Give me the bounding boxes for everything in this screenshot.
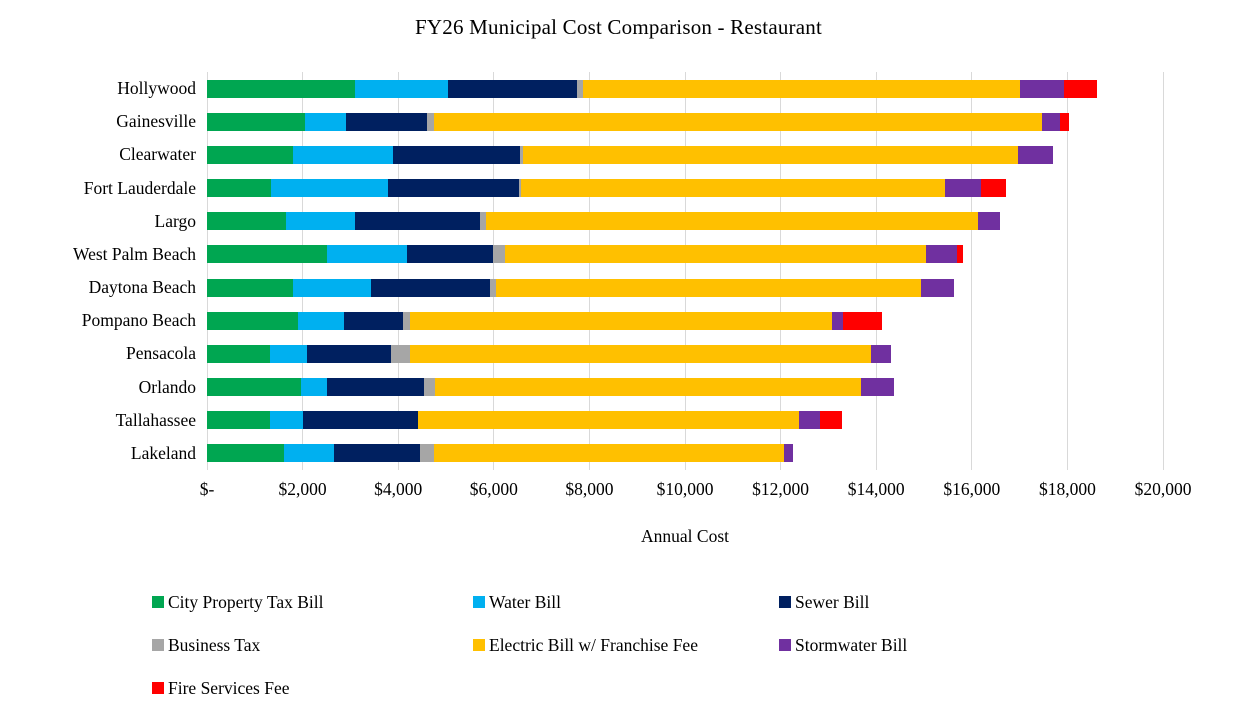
x-tick-label: $6,000 [469, 479, 518, 499]
bar-segment-sewer-bill[interactable] [407, 245, 493, 263]
chart-title: FY26 Municipal Cost Comparison - Restaurant [415, 15, 822, 39]
bar-segment-sewer-bill[interactable] [334, 444, 420, 462]
bar-segment-business-tax[interactable] [391, 345, 409, 363]
bar-segment-water-bill[interactable] [284, 444, 334, 462]
stacked-bar [207, 212, 1163, 230]
category-label: Orlando [138, 376, 196, 397]
x-tick-label: $12,000 [752, 479, 810, 499]
legend-item-stormwater-bill[interactable] [779, 633, 907, 657]
bar-segment-water-bill[interactable] [293, 146, 393, 164]
bar-segment-stormwater-bill[interactable] [926, 245, 958, 263]
x-tick-label: $10,000 [656, 479, 714, 499]
x-tick-label: $18,000 [1038, 479, 1096, 499]
bar-row [207, 404, 1163, 437]
bar-segment-electric-bill-w-franchise-fee[interactable] [418, 411, 799, 429]
bar-segment-city-property-tax-bill[interactable] [207, 245, 327, 263]
stacked-bar [207, 146, 1163, 164]
bar-segment-city-property-tax-bill[interactable] [207, 212, 286, 230]
legend-item-sewer-bill[interactable] [779, 590, 907, 614]
bar-segment-fire-services-fee[interactable] [981, 179, 1006, 197]
bar-segment-electric-bill-w-franchise-fee[interactable] [521, 179, 945, 197]
bar-segment-city-property-tax-bill[interactable] [207, 179, 271, 197]
bar-row [207, 172, 1163, 205]
x-tick-label: $- [199, 479, 215, 499]
x-axis-title: Annual Cost [641, 526, 729, 546]
category-label: Tallahassee [115, 409, 196, 430]
legend-label: Business Tax [168, 634, 261, 655]
legend-swatch-icon [152, 596, 164, 608]
bar-segment-electric-bill-w-franchise-fee[interactable] [434, 444, 784, 462]
bar-segment-city-property-tax-bill[interactable] [207, 80, 355, 98]
stacked-bar [207, 245, 1163, 263]
bar-row [207, 138, 1163, 171]
bar-segment-business-tax[interactable] [493, 245, 505, 263]
stacked-bar [207, 411, 1163, 429]
category-label: West Palm Beach [72, 243, 196, 264]
bar-segment-water-bill[interactable] [270, 345, 308, 363]
bar-segment-sewer-bill[interactable] [388, 179, 518, 197]
bar-segment-water-bill[interactable] [286, 212, 355, 230]
legend-swatch-icon [473, 639, 485, 651]
bar-row [207, 205, 1163, 238]
bar-segment-stormwater-bill[interactable] [945, 179, 981, 197]
legend-label: City Property Tax Bill [168, 591, 324, 612]
category-label: Pompano Beach [81, 310, 196, 331]
category-label: Gainesville [116, 111, 196, 132]
bar-row [207, 72, 1163, 105]
bar-segment-stormwater-bill[interactable] [978, 212, 1000, 230]
x-tick-label: $2,000 [278, 479, 327, 499]
bar-row [207, 105, 1163, 138]
bar-segment-water-bill[interactable] [298, 312, 344, 330]
legend-swatch-icon [152, 639, 164, 651]
bar-segment-stormwater-bill[interactable] [784, 444, 792, 462]
x-tick-label: $14,000 [847, 479, 905, 499]
bar-segment-stormwater-bill[interactable] [1020, 80, 1064, 98]
stacked-bar [207, 179, 1163, 197]
stacked-bar [207, 80, 1163, 98]
bar-segment-electric-bill-w-franchise-fee[interactable] [410, 312, 832, 330]
bar-segment-electric-bill-w-franchise-fee[interactable] [435, 378, 861, 396]
legend-item-city-property-tax-bill[interactable] [152, 590, 473, 614]
bar-segment-sewer-bill[interactable] [344, 312, 403, 330]
stacked-bar [207, 113, 1163, 131]
bar-rows [207, 72, 1163, 470]
legend-item-electric-bill-w-franchise-fee[interactable] [473, 633, 779, 657]
x-tick-label: $4,000 [374, 479, 423, 499]
bar-segment-business-tax[interactable] [420, 444, 434, 462]
bar-segment-electric-bill-w-franchise-fee[interactable] [496, 279, 920, 297]
bar-segment-city-property-tax-bill[interactable] [207, 113, 305, 131]
stacked-bar [207, 378, 1163, 396]
bar-segment-water-bill[interactable] [327, 245, 407, 263]
bar-segment-business-tax[interactable] [424, 378, 435, 396]
bar-segment-city-property-tax-bill[interactable] [207, 312, 298, 330]
category-label: Pensacola [126, 343, 196, 364]
bar-segment-sewer-bill[interactable] [346, 113, 427, 131]
bar-row [207, 371, 1163, 404]
bar-segment-stormwater-bill[interactable] [921, 279, 954, 297]
bar-row [207, 337, 1163, 370]
legend-swatch-icon [779, 639, 791, 651]
stacked-bar [207, 279, 1163, 297]
stacked-bar [207, 345, 1163, 363]
legend-label: Water Bill [489, 591, 561, 612]
legend [152, 590, 907, 700]
bar-segment-stormwater-bill[interactable] [1018, 146, 1053, 164]
legend-swatch-icon [152, 682, 164, 694]
legend-item-water-bill[interactable] [473, 590, 779, 614]
bar-segment-electric-bill-w-franchise-fee[interactable] [523, 146, 1018, 164]
bar-segment-business-tax[interactable] [403, 312, 410, 330]
legend-label: Sewer Bill [795, 591, 870, 612]
x-tick-label: $8,000 [565, 479, 614, 499]
bar-segment-city-property-tax-bill[interactable] [207, 279, 293, 297]
category-label: Fort Lauderdale [83, 177, 196, 198]
bar-row [207, 437, 1163, 470]
bar-segment-sewer-bill[interactable] [327, 378, 424, 396]
bar-segment-water-bill[interactable] [293, 279, 371, 297]
bar-segment-fire-services-fee[interactable] [1064, 80, 1097, 98]
stacked-bar [207, 444, 1163, 462]
bar-segment-stormwater-bill[interactable] [1042, 113, 1060, 131]
category-label: Lakeland [130, 442, 196, 463]
bar-segment-sewer-bill[interactable] [393, 146, 520, 164]
bar-segment-sewer-bill[interactable] [303, 411, 419, 429]
bar-segment-electric-bill-w-franchise-fee[interactable] [486, 212, 979, 230]
bar-segment-water-bill[interactable] [270, 411, 303, 429]
legend-item-fire-services-fee[interactable] [152, 676, 473, 700]
category-label: Largo [154, 210, 196, 231]
bar-segment-electric-bill-w-franchise-fee[interactable] [434, 113, 1042, 131]
category-label: Daytona Beach [88, 277, 196, 298]
bar-segment-business-tax[interactable] [427, 113, 434, 131]
bar-segment-stormwater-bill[interactable] [799, 411, 820, 429]
bar-row [207, 304, 1163, 337]
bar-segment-electric-bill-w-franchise-fee[interactable] [505, 245, 926, 263]
bar-segment-sewer-bill[interactable] [355, 212, 480, 230]
bar-segment-water-bill[interactable] [355, 80, 448, 98]
bar-row [207, 271, 1163, 304]
bar-segment-water-bill[interactable] [305, 113, 346, 131]
stacked-bar [207, 312, 1163, 330]
bar-segment-fire-services-fee[interactable] [957, 245, 962, 263]
bar-segment-electric-bill-w-franchise-fee[interactable] [583, 80, 1019, 98]
legend-label: Stormwater Bill [795, 634, 908, 655]
legend-swatch-icon [473, 596, 485, 608]
bar-segment-fire-services-fee[interactable] [820, 411, 842, 429]
bar-segment-sewer-bill[interactable] [448, 80, 577, 98]
plot-area [207, 72, 1163, 470]
bar-segment-water-bill[interactable] [301, 378, 327, 396]
bar-segment-stormwater-bill[interactable] [832, 312, 843, 330]
legend-swatch-icon [779, 596, 791, 608]
bar-segment-city-property-tax-bill[interactable] [207, 345, 270, 363]
x-tick-label: $16,000 [943, 479, 1001, 499]
bar-row [207, 238, 1163, 271]
bar-segment-fire-services-fee[interactable] [843, 312, 882, 330]
legend-label: Electric Bill w/ Franchise Fee [489, 634, 698, 655]
x-tick-label: $20,000 [1134, 479, 1192, 499]
bar-segment-sewer-bill[interactable] [371, 279, 490, 297]
bar-segment-stormwater-bill[interactable] [861, 378, 894, 396]
category-label: Hollywood [117, 78, 196, 99]
bar-segment-sewer-bill[interactable] [307, 345, 391, 363]
bar-segment-city-property-tax-bill[interactable] [207, 146, 293, 164]
bar-segment-city-property-tax-bill[interactable] [207, 378, 301, 396]
bar-segment-city-property-tax-bill[interactable] [207, 444, 284, 462]
bar-segment-stormwater-bill[interactable] [871, 345, 891, 363]
bar-segment-fire-services-fee[interactable] [1060, 113, 1069, 131]
bar-segment-electric-bill-w-franchise-fee[interactable] [410, 345, 871, 363]
category-axis [0, 72, 196, 470]
bar-segment-city-property-tax-bill[interactable] [207, 411, 270, 429]
legend-label: Fire Services Fee [168, 677, 290, 698]
x-axis-ticks [199, 479, 1192, 501]
category-label: Clearwater [119, 144, 196, 165]
bar-segment-water-bill[interactable] [271, 179, 388, 197]
legend-item-business-tax[interactable] [152, 633, 473, 657]
